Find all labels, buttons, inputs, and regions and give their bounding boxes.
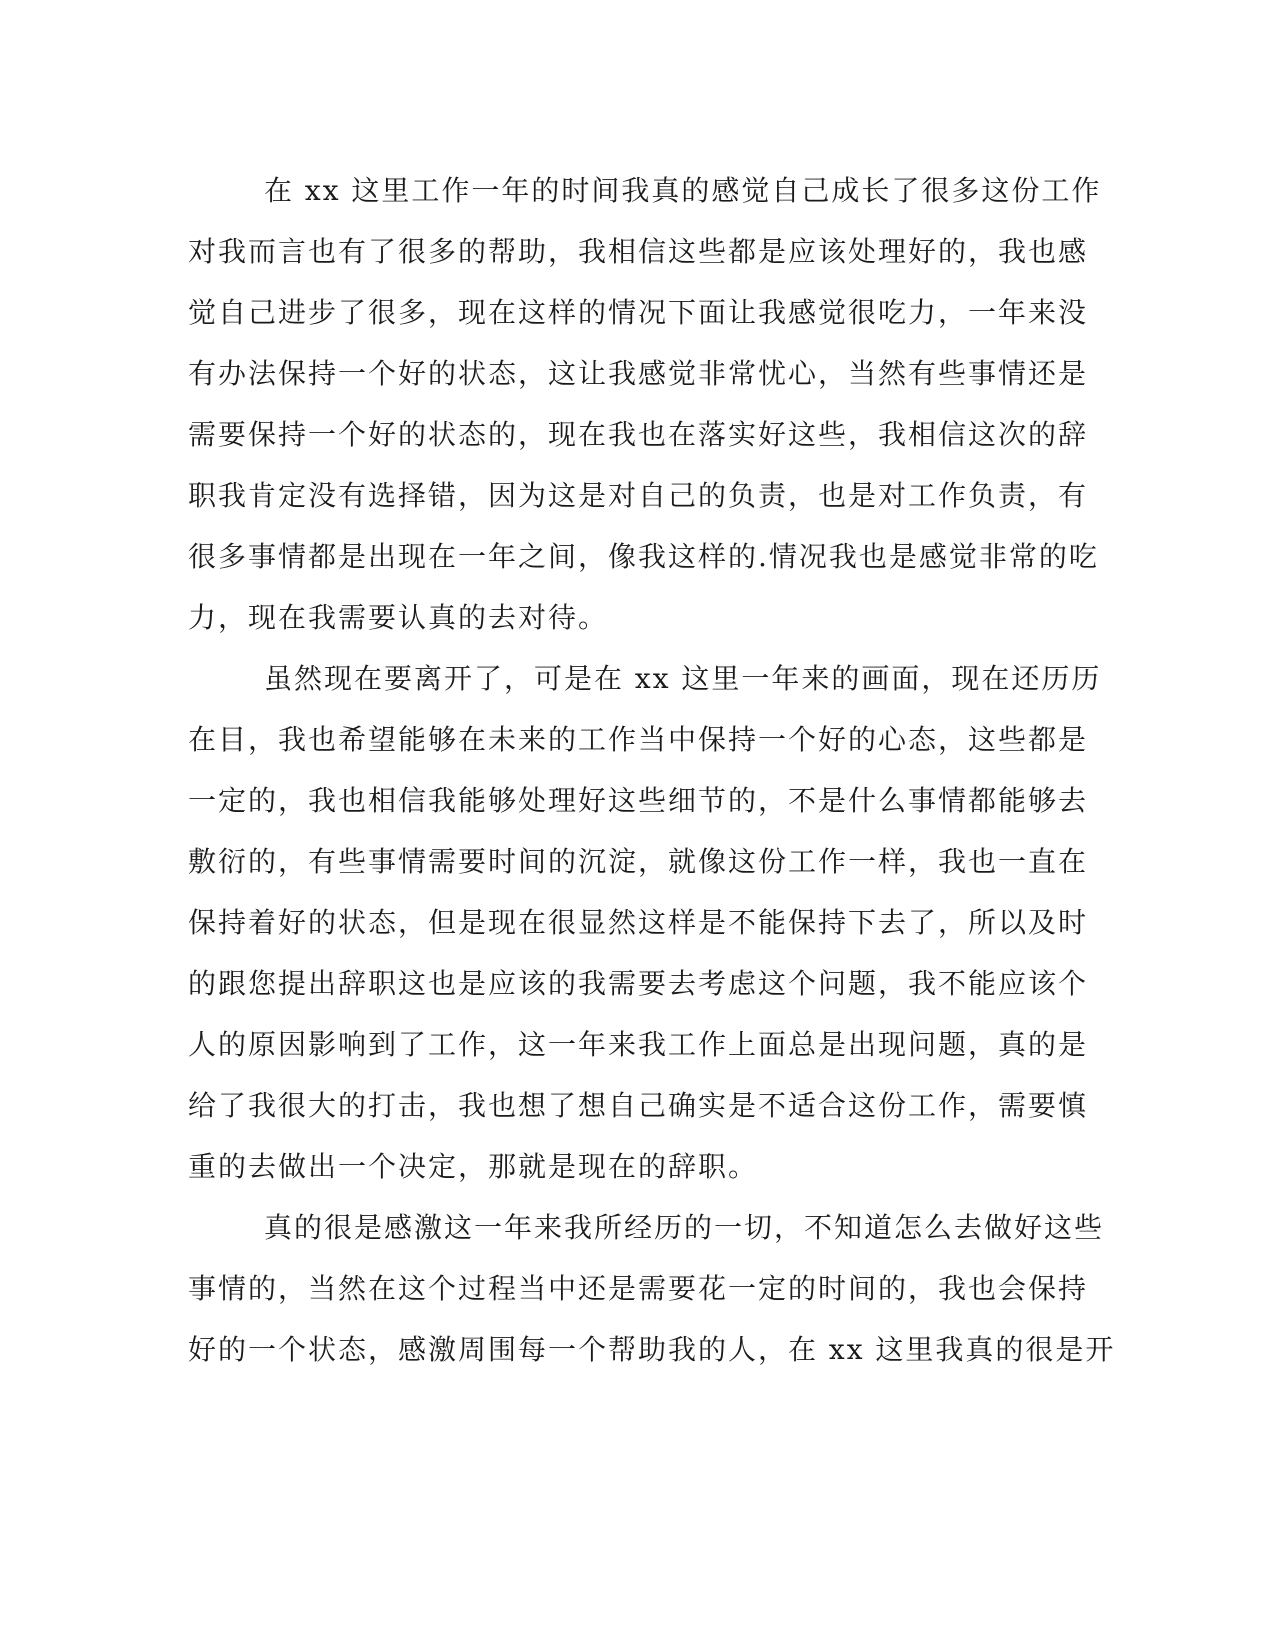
text-line: 虽然现在要离开了，可是在 xx 这里一年来的画面，现在还历历: [264, 662, 1102, 695]
text-line: 力，现在我需要认真的去对待。: [188, 601, 609, 634]
document-body: [188, 160, 1116, 1380]
text-line: 的跟您提出辞职这也是应该的我需要去考虑这个问题，我不能应该个: [188, 967, 1089, 1000]
text-line: 觉自己进步了很多，现在这样的情况下面让我感觉很吃力，一年来没: [188, 296, 1089, 329]
paragraph: [188, 160, 1102, 648]
text-line: 保持着好的状态，但是现在很显然这样是不能保持下去了，所以及时: [188, 906, 1089, 939]
text-line: 有办法保持一个好的状态，这让我感觉非常忧心，当然有些事情还是: [188, 357, 1089, 390]
text-line: 在 xx 这里工作一年的时间我真的感觉自己成长了很多这份工作: [264, 174, 1102, 207]
paragraph: [188, 1197, 1116, 1380]
text-line: 很多事情都是出现在一年之间，像我这样的.情况我也是感觉非常的吃: [188, 540, 1099, 573]
text-line: 好的一个状态，感激周围每一个帮助我的人，在 xx 这里我真的很是开: [188, 1333, 1116, 1366]
text-line: 重的去做出一个决定，那就是现在的辞职。: [188, 1150, 759, 1183]
text-line: 事情的，当然在这个过程当中还是需要花一定的时间的，我也会保持: [188, 1272, 1089, 1305]
text-line: 对我而言也有了很多的帮助，我相信这些都是应该处理好的，我也感: [188, 235, 1089, 268]
text-line: 给了我很大的打击，我也想了想自己确实是不适合这份工作，需要慎: [188, 1089, 1089, 1122]
text-line: 人的原因影响到了工作，这一年来我工作上面总是出现问题，真的是: [188, 1028, 1089, 1061]
text-line: 职我肯定没有选择错，因为这是对自己的负责，也是对工作负责，有: [188, 479, 1089, 512]
text-line: 需要保持一个好的状态的，现在我也在落实好这些，我相信这次的辞: [188, 418, 1089, 451]
text-line: 真的很是感激这一年来我所经历的一切，不知道怎么去做好这些: [264, 1211, 1105, 1244]
text-line: 在目，我也希望能够在未来的工作当中保持一个好的心态，这些都是: [188, 723, 1089, 756]
text-line: 敷衍的，有些事情需要时间的沉淀，就像这份工作一样，我也一直在: [188, 845, 1089, 878]
paragraph: [188, 648, 1102, 1197]
text-line: 一定的，我也相信我能够处理好这些细节的，不是什么事情都能够去: [188, 784, 1089, 817]
